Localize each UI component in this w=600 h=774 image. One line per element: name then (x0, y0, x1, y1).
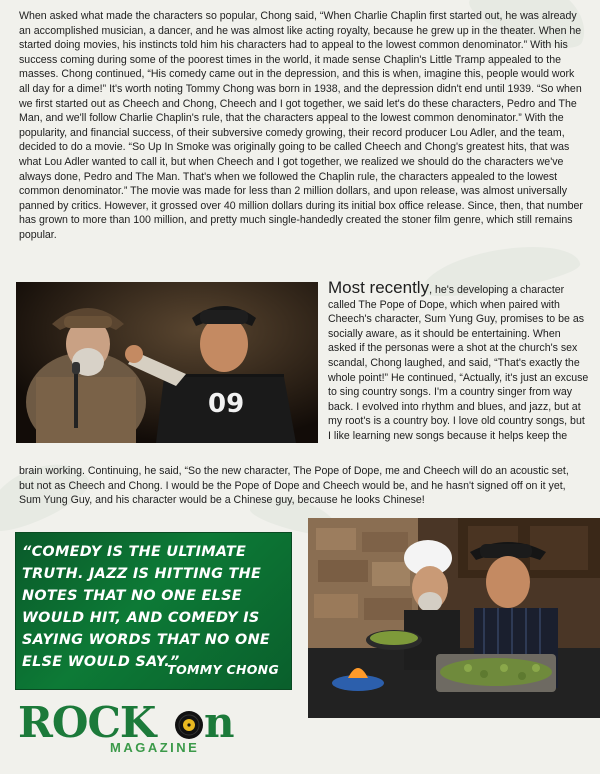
article-paragraph-2 (328, 278, 590, 444)
photo-cheech-chong-on-stage (16, 282, 318, 443)
article-paragraph-3: brain working. Continuing, he said, “So the new character, The Pope of Dope, me and Cheech will do an acoustic set, but not as Cheech and Chong. I would be the Pope of Dope and Cheech would be, and he hasn't signed off on it yet, Sum Yung Guy, and his character would be a Chinese guy, because he looks Chinese! (19, 465, 569, 507)
logo-rock-text: ROCK (18, 698, 156, 747)
pull-quote-author: TOMMY CHONG (167, 662, 279, 677)
vinyl-record-icon (174, 710, 204, 740)
pull-quote-box (15, 532, 292, 690)
logo-n-text: n (204, 698, 235, 747)
article-paragraph-1: When asked what made the characters so popular, Chong said, “When Charlie Chaplin first started out, he was already an accomplished musician, a dancer, and he was almost like acting royalty, because he grew up in the theater. When he started doing movies, his instincts told him his characters had to appeal to the lowest common denominator.” With his success coming during some of the poorest times in the world, it made sense Chaplin's Little Tramp appealed to the masses. Chong continued, “His comedy came out in the depression, and this is when, imagine this, people would work all day for a dime!” It's worth noting Tommy Chong was born in 1938, and the depression didn't end until 1939. “So when we first started out as Cheech and Chong, Cheech and I got together, we said let's do these characters, Pedro and The Man, and we'll follow Charlie Chaplin's rule, that the characters appeal to the lowest common denominator.” With the popularity, and financial success, of their subversive comedy growing, their record producer Lou Adler, and the team, decided to do a movie. “So Up In Smoke was originally going to be called Cheech and Chong's greatest hits, that was what Lou Adler wanted to call it, but when Cheech and I got together, we realized we should do the characters we've always done, Pedro and The Man. That's when we followed the Chaplin rule, the characters appealed to the lowest common denominator.” The movie was made for less than 2 million dollars, and upon release, was almost universally panned by critics. However, it grossed over 40 million dollars during its initial box office release. Since, then, that number has grown to more than 100 million, and pretty much single-handedly created the stoner film genre, which still remains popular. (19, 10, 583, 241)
pull-quote-text: “COMEDY IS THE ULTIMATE TRUTH. JAZZ IS HITTING THE NOTES THAT NO ONE ELSE WOULD HIT, AND COMEDY IS SAYING WORDS THAT NO ONE ELSE WOULD SAY.” (22, 544, 271, 670)
svg-text:09: 09 (208, 389, 245, 419)
lead-in-text: Most recently (328, 278, 430, 297)
article-paragraph-2-body: , he's developing a character called The Pope of Dope, which when paired with Cheech's character, Sum Yung Guy, promises to be as socially aware, as it should be entertaining. When asked if the personas were a shot at the church's sex scandal, Chong laughed, and said, “That's exactly the whole point!” He continued, “Actually, it's just an excuse to sing country songs. I'm a country singer from way back. I evolved into rhythm and blues, and jazz, but at my root's is a country boy. I love old country songs, but I like learning new songs because it helps keep the (328, 284, 589, 442)
rock-on-magazine-logo (18, 700, 248, 762)
logo-magazine-text: MAGAZINE (110, 740, 200, 755)
photo-cheech-chong-cooking (308, 518, 600, 718)
